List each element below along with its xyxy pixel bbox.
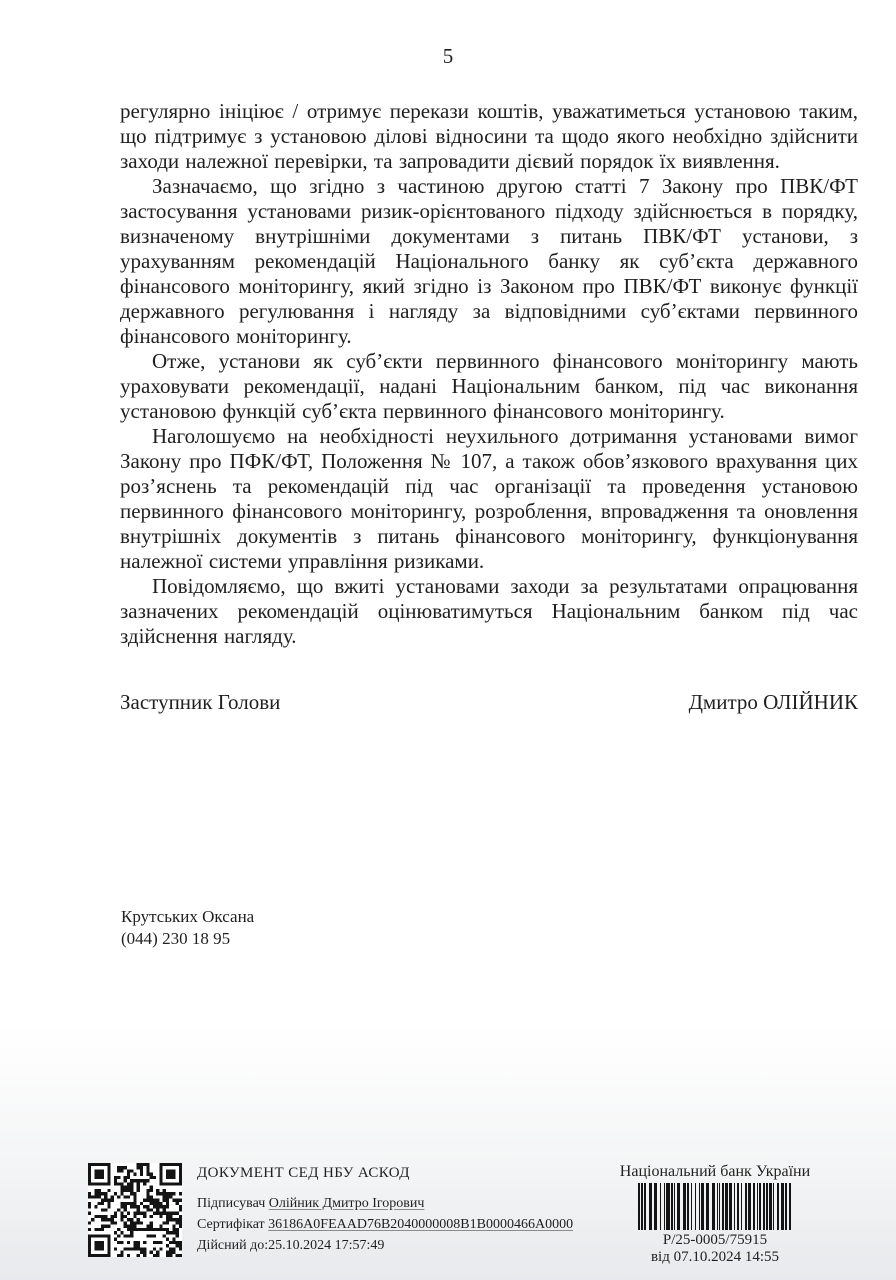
paragraph: Наголошуємо на необхідності неухильного дотримання установами вимог Закону про ПФК/ФТ, Положення № 107, а також обов’язкового врахування цих роз’яснень та рекомендацій під час організації та проведення установою первинного фінансового моніторингу, розроблення, впровадження та оновлення внутрішніх документів з питань фінансового моніторингу, функціонування належної системи управління ризиками. (120, 424, 858, 573)
paragraph: Зазначаємо, що згідно з частиною другою статті 7 Закону про ПВК/ФТ застосування установами ризик-орієнтованого підходу здійснюється в порядку, визначеному внутрішніми документами з питань ПВК/ФТ установи, з урахуванням рекомендацій Національного банку як суб’єкта державного фінансового моніторингу, який згідно із Законом про ПВК/ФТ виконує функції державного регулювання і нагляду за відповідними суб’єктами первинного фінансового моніторингу. (120, 174, 858, 348)
contact-name: Крутських Оксана (121, 907, 255, 926)
signer-label: Підписувач (197, 1196, 266, 1211)
registration-date: від 07.10.2024 14:55 (650, 1249, 780, 1265)
certificate-number: 36186A0FEAAD76B2040000008B1B0000466A0000 (268, 1217, 574, 1232)
stamp-certificate-line (197, 1214, 573, 1235)
paragraph: Повідомляємо, що вжиті установами заходи за результатами опрацювання зазначених рекомендацій оцінюватимуться Національним банком під час здійснення нагляду. (120, 574, 858, 648)
barcode-icon (638, 1183, 793, 1230)
signer-full-name: Олійник Дмитро Ігорович (268, 1196, 425, 1211)
contact-phone: (044) 230 18 95 (121, 929, 231, 948)
stamp-text (197, 1163, 573, 1256)
letter-body (120, 99, 858, 649)
paragraph: регулярно ініціює / отримує перекази коштів, уважатиметься установою таким, що підтримує з установою ділові відносини та щодо якого необхідно здійснити заходи належної перевірки, та запровадити дієвий порядок їх виявлення. (120, 99, 858, 173)
qr-code-icon (88, 1163, 182, 1257)
signer-position: Заступник Голови (120, 690, 281, 714)
stamp-system-title: ДОКУМЕНТ СЕД НБУ АСКОД (197, 1165, 410, 1181)
page-number: 5 (442, 44, 454, 68)
registration-number: Р/25-0005/75915 (662, 1232, 768, 1248)
signer-name: Дмитро ОЛІЙНИК (688, 690, 858, 714)
contact-block (121, 906, 254, 950)
certificate-label: Сертифікат (197, 1217, 265, 1232)
signature-block (120, 690, 858, 715)
paragraph: Отже, установи як суб’єкти первинного фінансового моніторингу мають ураховувати рекомендації, надані Національним банком, під час виконання установою функцій суб’єкта первинного фінансового моніторингу. (120, 349, 858, 423)
stamp-validity-line: Дійсний до:25.10.2024 17:57:49 (197, 1238, 385, 1253)
stamp-signer-line (197, 1193, 573, 1214)
registration-stamp (610, 1163, 820, 1266)
digital-signature-stamp (88, 1163, 573, 1257)
bank-name: Національний банк України (619, 1163, 811, 1180)
